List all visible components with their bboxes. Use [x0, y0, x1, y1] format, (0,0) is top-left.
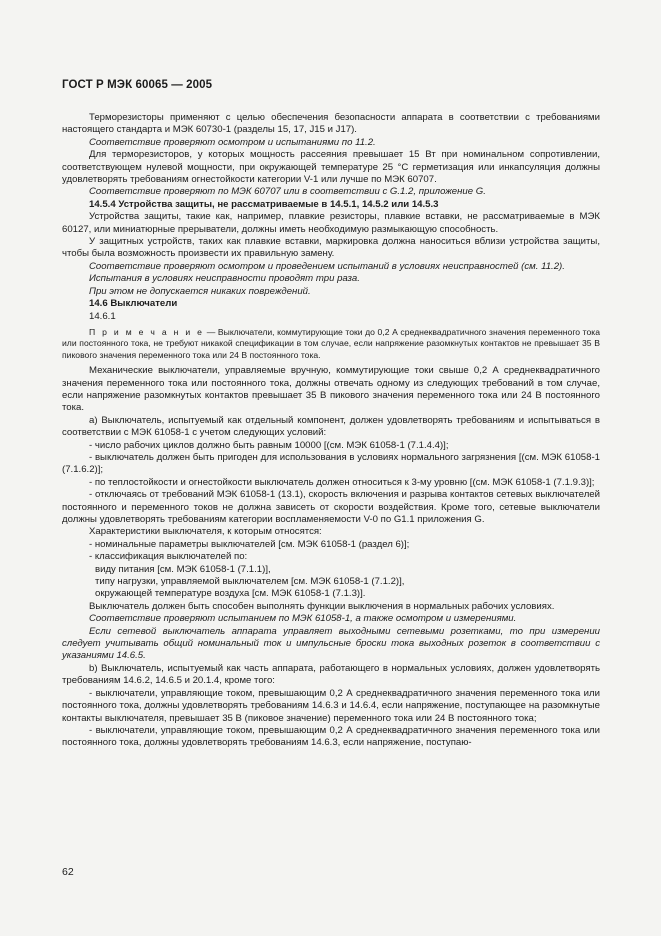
- paragraph-italic: Соответствие проверяют осмотром и проведением испытаний в условиях неисправностей (см. 11.2).: [89, 260, 565, 272]
- list-item: - число рабочих циклов должно быть равным 10000 [(см. МЭК 61058-1 (7.1.4.4)];: [89, 439, 449, 451]
- paragraph: b) Выключатель, испытуемый как часть аппарата, работающего в нормальных условиях, должен удовлетворять требованиям 14.6.2, 14.6.5 и 20.1.4, кроме того:: [62, 662, 600, 687]
- note: [62, 327, 600, 361]
- sub-list-item: окружающей температуре воздуха [см. МЭК 61058-1 (7.1.3)].: [95, 588, 366, 600]
- paragraph: a) Выключатель, испытуемый как отдельный компонент, должен удовлетворять требованиям и испытываться в соответствии с МЭК 61058-1 с учетом следующих условий:: [62, 414, 600, 439]
- list-item: - выключатели, управляющие током, превышающим 0,2 А среднеквадратичного значения переменного тока или постоянного тока, должны удовлетворять требованиям 14.6.3, если напряжение, поступаю-: [62, 724, 600, 749]
- paragraph-italic: Соответствие проверяют испытанием по МЭК 61058-1, а также осмотром и измерениями.: [89, 613, 517, 625]
- section-heading: 14.6 Выключатели: [89, 298, 178, 310]
- subsection-number: 14.6.1: [89, 310, 116, 322]
- sub-list-item: типу нагрузки, управляемой выключателем [см. МЭК 61058-1 (7.1.2)],: [95, 576, 405, 588]
- paragraph: Устройства защиты, такие как, например, плавкие резисторы, плавкие вставки, не рассматриваемые в МЭК 60127, или миниатюрные прерыватели, должны иметь необходимую размыкающую способность.: [62, 211, 600, 235]
- document-header: ГОСТ Р МЭК 60065 — 2005: [62, 79, 213, 91]
- paragraph-italic: Соответствие проверяют по МЭК 60707 или в соответствии с G.1.2, приложение G.: [89, 186, 486, 198]
- document-body: [62, 112, 600, 750]
- list-item: - номинальные параметры выключателей [см. МЭК 61058-1 (раздел 6)];: [89, 538, 410, 550]
- list-item: - отключаясь от требований МЭК 61058-1 (13.1), скорость включения и разрыва контактов сетевых выключателей постоянного и переменного токов не должна зависеть от скорости воздействия. Кроме того, сетевые выключатели должны удовлетворять требованиям категории воспламеняемости V-0 по G1.1 приложения G.: [62, 489, 600, 525]
- sub-list-item: виду питания [см. МЭК 61058-1 (7.1.1)],: [95, 563, 271, 575]
- paragraph: У защитных устройств, таких как плавкие вставки, маркировка должна наноситься вблизи устройства защиты, чтобы была возможность произвести их правильную замену.: [62, 236, 600, 260]
- list-item: - выключатель должен быть пригоден для использования в условиях нормального загрязнения [(см. МЭК 61058-1 (7.1.6.2)];: [62, 451, 600, 476]
- paragraph-italic: Если сетевой выключатель аппарата управляет выходными сетевыми розетками, то при измерении следует учитывать общий номинальный ток и импульсные броски тока выходных розеток в соответствии с указаниями 14.6.5.: [62, 625, 600, 662]
- paragraph: Терморезисторы применяют с целью обеспечения безопасности аппарата в соответствии с требованиями настоящего стандарта и МЭК 60730-1 (разделы 15, 17, J15 и J17).: [62, 112, 600, 136]
- paragraph-italic: Соответствие проверяют осмотром и испытаниями по 11.2.: [89, 136, 376, 148]
- page-number: 62: [62, 866, 74, 878]
- section-heading: 14.5.4 Устройства защиты, не рассматриваемые в 14.5.1, 14.5.2 или 14.5.3: [89, 198, 439, 210]
- list-item: - выключатели, управляющие током, превышающим 0,2 А среднеквадратичного значения переменного тока или постоянного тока, должны удовлетворять требованиям 14.6.3 и 14.6.4, если напряжение, поступающее на разомкнутые контакты выключателя, превышает 35 В (пиковое значение) переменного тока или 24 В постоянного тока;: [62, 687, 600, 724]
- list-item: - по теплостойкости и огнестойкости выключатель должен относиться к 3-му уровню [(см. МЭК 61058-1 (7.1.9.3)];: [89, 476, 595, 488]
- paragraph: Механические выключатели, управляемые вручную, коммутирующие токи свыше 0,2 А среднеквадратичного значения переменного тока или постоянного тока, должны отвечать одному из следующих требований в том случае, если напряжение разомкнутых контактов превышает 35 В пикового значения переменного тока или 24 В постоянного тока.: [62, 365, 600, 414]
- list-item: - классификация выключателей по:: [89, 551, 248, 563]
- note-text: — Выключатели, коммутирующие токи до 0,2 А среднеквадратичного значения переменного тока или постоянного тока, не требуют никакой спецификации в том случае, если напряжение разомкнутых контактов не превышает 35 В пикового значения переменного тока или 24 В постоянного тока.: [62, 326, 600, 360]
- note-label: П р и м е ч а н и е: [89, 326, 205, 337]
- paragraph-italic: Испытания в условиях неисправности проводят три раза.: [89, 273, 360, 285]
- paragraph: Выключатель должен быть способен выполнять функции выключения в нормальных рабочих условиях.: [89, 600, 555, 612]
- paragraph-italic: При этом не допускается никаких повреждений.: [89, 285, 311, 297]
- paragraph: Характеристики выключателя, к которым относятся:: [89, 526, 322, 538]
- paragraph: Для терморезисторов, у которых мощность рассеяния превышает 15 Вт при номинальном сопротивлении, соответствующем нулевой мощности, при окружающей температуре 25 °С герметизация или инкапсуляция должны удовлетворять требованиям огнестойкости категории V-1 или лучше по МЭК 60707.: [62, 149, 600, 186]
